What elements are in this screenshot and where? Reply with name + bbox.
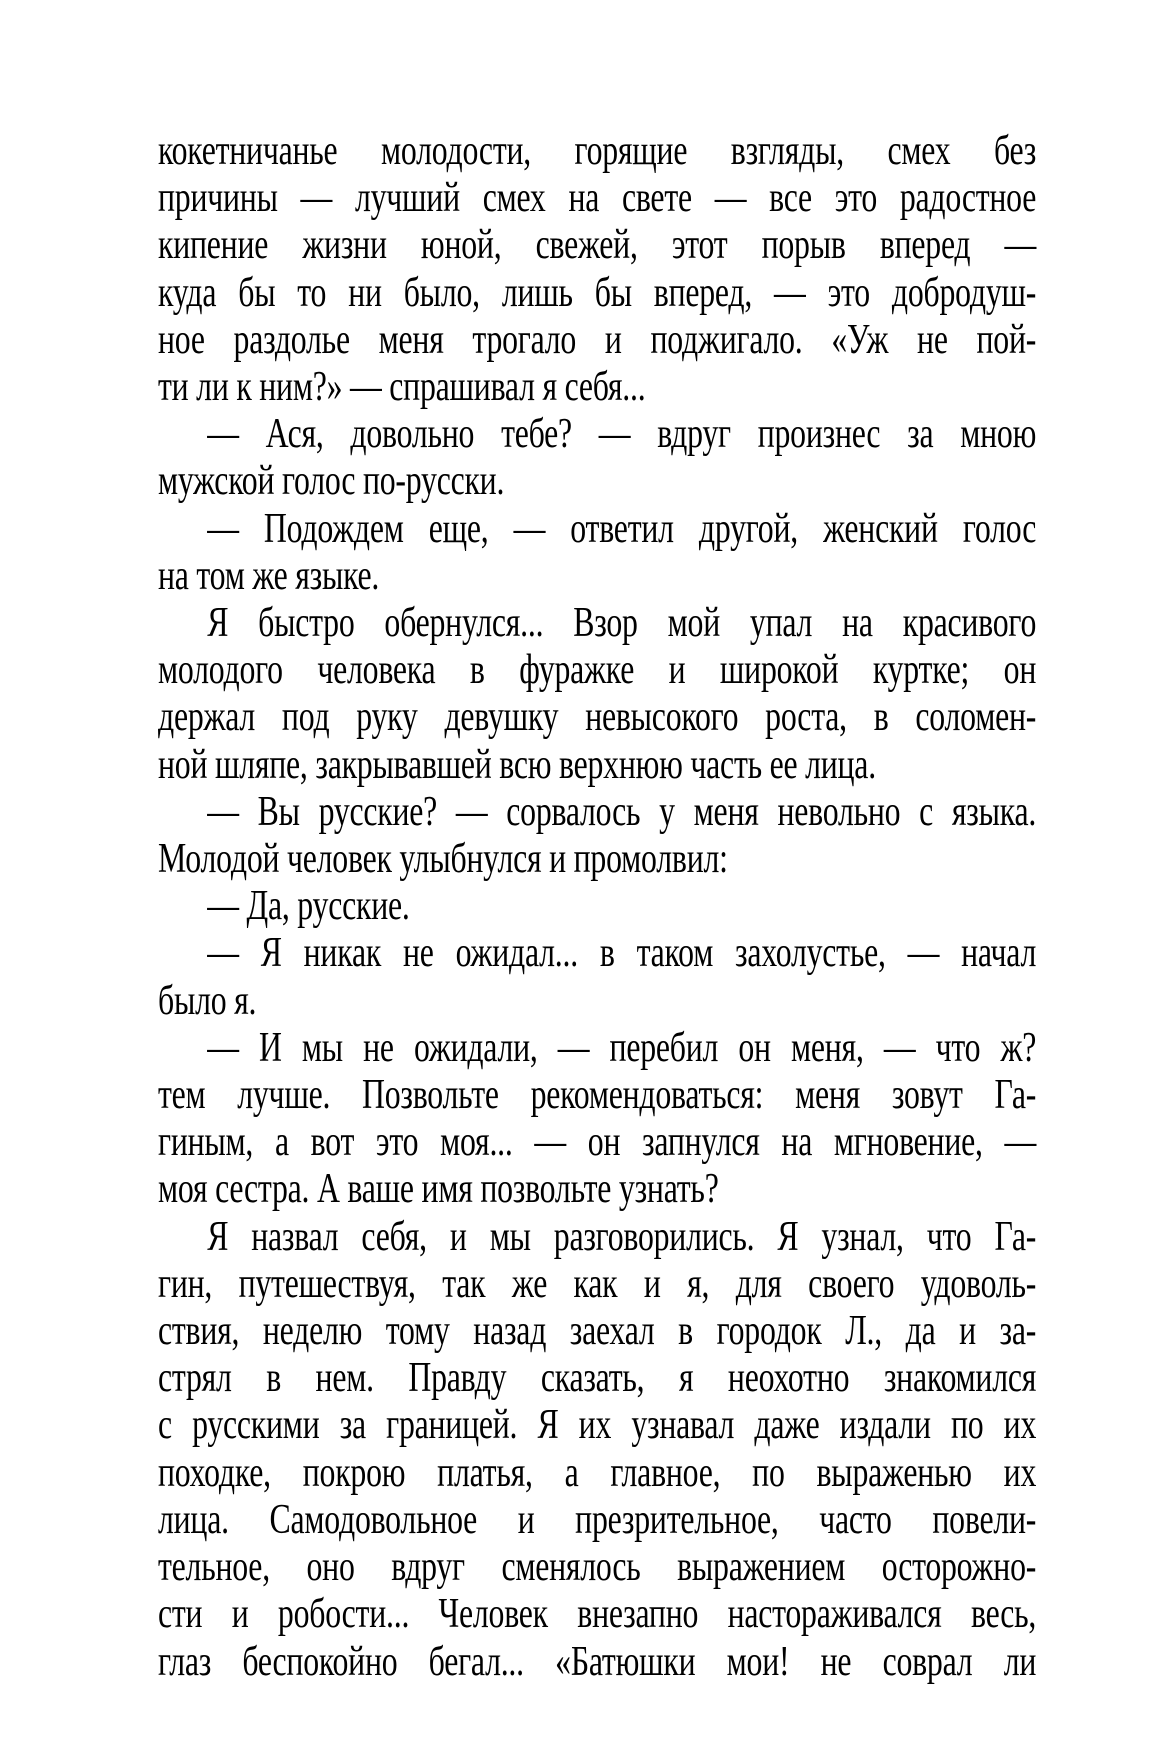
text-line: — И мы не ожидали, — перебил он меня, — что ж? [207, 1024, 1037, 1071]
text-line: тельное, оно вдруг сменялось выражением осторожно- [158, 1544, 1037, 1591]
text-line: лица. Самодовольное и презрительное, часто повели- [158, 1496, 1037, 1543]
paragraph [158, 930, 1036, 1024]
text-line: — Ася, довольно тебе? — вдруг произнес за мною [207, 411, 1037, 458]
text-line: — Вы русские? — сорвалось у меня невольно с языка. [207, 788, 1037, 835]
text-line: глаз беспокойно бегал... «Батюшки мои! не соврал ли [158, 1638, 1037, 1685]
paragraph [158, 883, 1036, 930]
text-line: ти ли к ним?» — спрашивал я себя... [158, 364, 646, 411]
paragraph [158, 1214, 1036, 1686]
text-line: молодого человека в фуражке и широкой куртке; он [158, 647, 1037, 694]
text-line: ствия, неделю тому назад заехал в городок Л., да и за- [158, 1308, 1037, 1355]
paragraph [158, 1025, 1036, 1214]
text-line: моя сестра. А ваше имя позвольте узнать? [158, 1166, 719, 1213]
text-line: Молодой человек улыбнулся и промолвил: [158, 836, 728, 883]
text-line: ной шляпе, закрывавшей всю верхнюю часть ее лица. [158, 741, 876, 788]
text-line: кокетничанье молодости, горящие взгляды, смех без [158, 128, 1037, 174]
paragraph [158, 506, 1036, 600]
text-line: мужской голос по-русски. [158, 458, 505, 505]
text-line: — Я никак не ожидал... в таком захолустье, — начал [207, 930, 1037, 977]
text-line: куда бы то ни было, лишь бы вперед, — это добродуш- [158, 269, 1037, 316]
text-line: причины — лучший смех на свете — все это радостное [158, 175, 1037, 222]
page-text [158, 128, 1036, 1686]
text-line: Я быстро обернулся... Взор мой упал на красивого [207, 600, 1037, 647]
text-line: гин, путешествуя, так же как и я, для своего удоволь- [158, 1260, 1037, 1307]
paragraph [158, 600, 1036, 789]
text-line: ное раздолье меня трогало и поджигало. «Уж не пой- [158, 316, 1037, 363]
text-line: походке, покрою платья, а главное, по выраженью их [158, 1449, 1037, 1496]
text-line: кипение жизни юной, свежей, этот порыв вперед — [158, 222, 1037, 269]
text-line: гиным, а вот это моя... — он запнулся на мгновение, — [158, 1119, 1037, 1166]
paragraph [158, 411, 1036, 505]
paragraph [158, 789, 1036, 883]
text-line: Я назвал себя, и мы разговорились. Я узнал, что Га- [207, 1213, 1037, 1260]
text-line: на том же языке. [158, 552, 380, 599]
text-line: сти и робости... Человек внезапно настораживался весь, [158, 1591, 1037, 1638]
text-line: — Подождем еще, — ответил другой, женский голос [207, 505, 1037, 552]
text-line: с русскими за границей. Я их узнавал даже издали по их [158, 1402, 1037, 1449]
text-line: держал под руку девушку невысокого роста, в соломен- [158, 694, 1037, 741]
text-line: стрял в нем. Правду сказать, я неохотно знакомился [158, 1355, 1037, 1402]
text-line: было я. [158, 977, 257, 1024]
text-line: тем лучше. Позвольте рекомендоваться: меня зовут Га- [158, 1072, 1037, 1119]
paragraph [158, 128, 1036, 411]
text-line: — Да, русские. [207, 883, 410, 930]
